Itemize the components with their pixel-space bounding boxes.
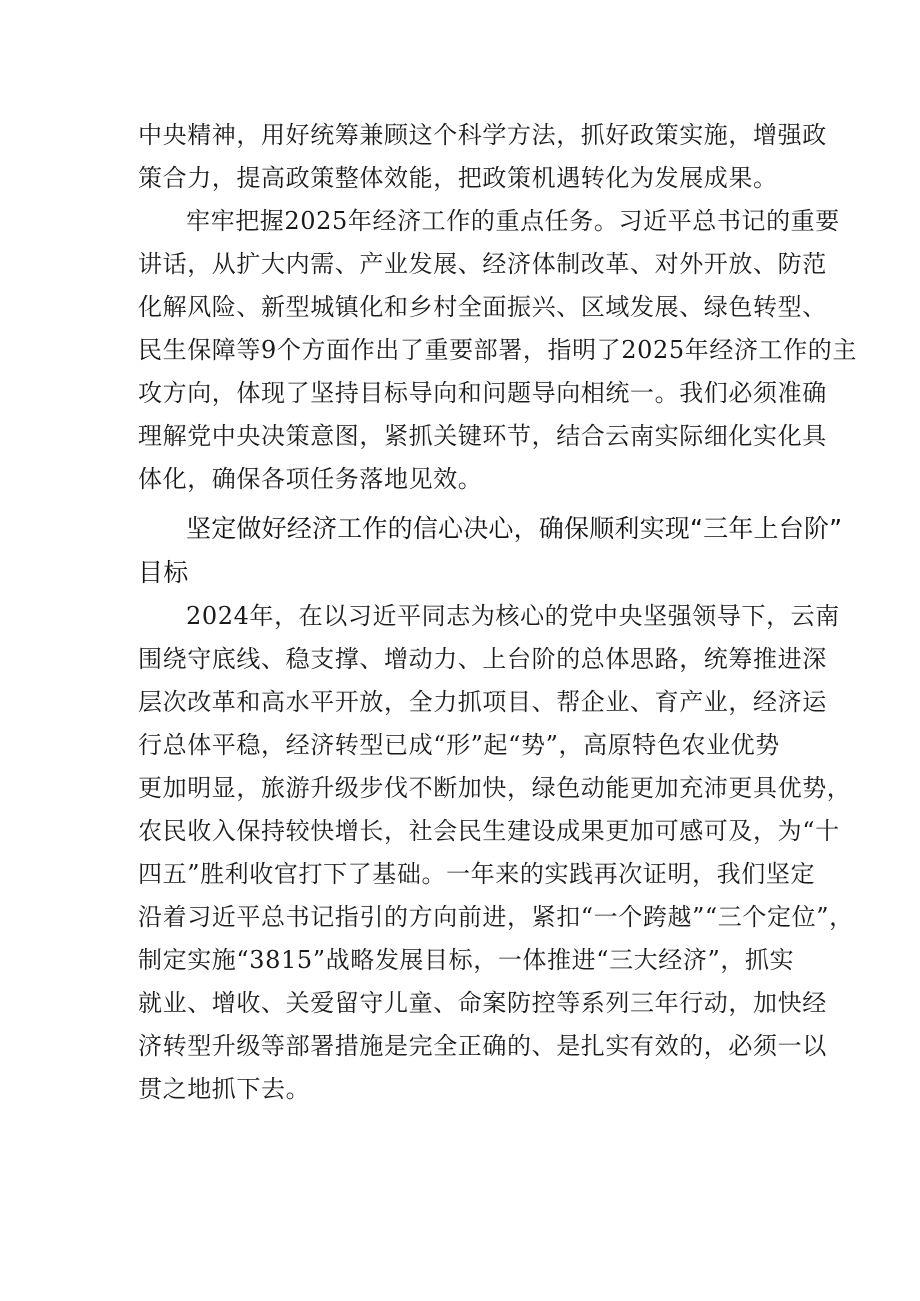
paragraph-2-line-5: 攻方向，体现了坚持目标导向和问题导向相统一。我们必须准确 xyxy=(138,379,827,407)
paragraph-2-line-2: 讲话，从扩大内需、产业发展、经济体制改革、对外开放、防范 xyxy=(138,250,827,278)
paragraph-3-line-10: 就业、增收、关爱留守儿童、命案防控等系列三年行动，加快经 xyxy=(138,989,827,1017)
section-heading-line-1: 坚定做好经济工作的信心决心，确保顺利实现“三年上台阶” xyxy=(186,514,843,543)
paragraph-3-line-12: 贯之地抓下去。 xyxy=(138,1075,311,1103)
paragraph-2-line-6: 理解党中央决策意图，紧抓关键环节，结合云南实际细化实化具 xyxy=(138,422,827,450)
paragraph-3-line-7: 四五”胜利收官打下了基础。一年来的实践再次证明，我们坚定 xyxy=(138,860,816,888)
paragraph-2-line-7: 体化，确保各项任务落地见效。 xyxy=(138,465,483,493)
paragraph-3-line-11: 济转型升级等部署措施是完全正确的、是扎实有效的，必须一以 xyxy=(138,1032,827,1060)
paragraph-1-line-1: 中央精神，用好统筹兼顾这个科学方法，抓好政策实施，增强政 xyxy=(138,121,827,149)
paragraph-2-line-1: 牢牢把握2025年经济工作的重点任务。习近平总书记的重要 xyxy=(186,207,840,235)
paragraph-2-line-4: 民生保障等9个方面作出了重要部署，指明了2025年经济工作的主 xyxy=(138,336,857,364)
paragraph-2-line-3: 化解风险、新型城镇化和乡村全面振兴、区域发展、绿色转型、 xyxy=(138,293,827,321)
paragraph-1-line-2: 策合力，提高政策整体效能，把政策机遇转化为发展成果。 xyxy=(138,164,778,192)
paragraph-3-line-4: 行总体平稳，经济转型已成“形”起“势”，高原特色农业优势 xyxy=(138,731,780,759)
paragraph-3-line-5: 更加明显，旅游升级步伐不断加快，绿色动能更加充沛更具优势， xyxy=(138,774,852,802)
paragraph-3-line-3: 层次改革和高水平开放，全力抓项目、帮企业、育产业，经济运 xyxy=(138,688,827,716)
paragraph-3-line-6: 农民收入保持较快增长，社会民生建设成果更加可感可及，为“十 xyxy=(138,817,840,845)
section-heading-line-2: 目标 xyxy=(138,558,189,587)
paragraph-3-line-2: 围绕守底线、稳支撑、增动力、上台阶的总体思路，统筹推进深 xyxy=(138,645,827,673)
paragraph-3-line-8: 沿着习近平总书记指引的方向前进，紧扣“一个跨越”“三个定位”， xyxy=(138,903,854,931)
paragraph-3-line-1: 2024年，在以习近平同志为核心的党中央坚强领导下，云南 xyxy=(186,602,840,630)
paragraph-3-line-9: 制定实施“3815”战略发展目标，一体推进“三大经济”，抓实 xyxy=(138,946,795,974)
